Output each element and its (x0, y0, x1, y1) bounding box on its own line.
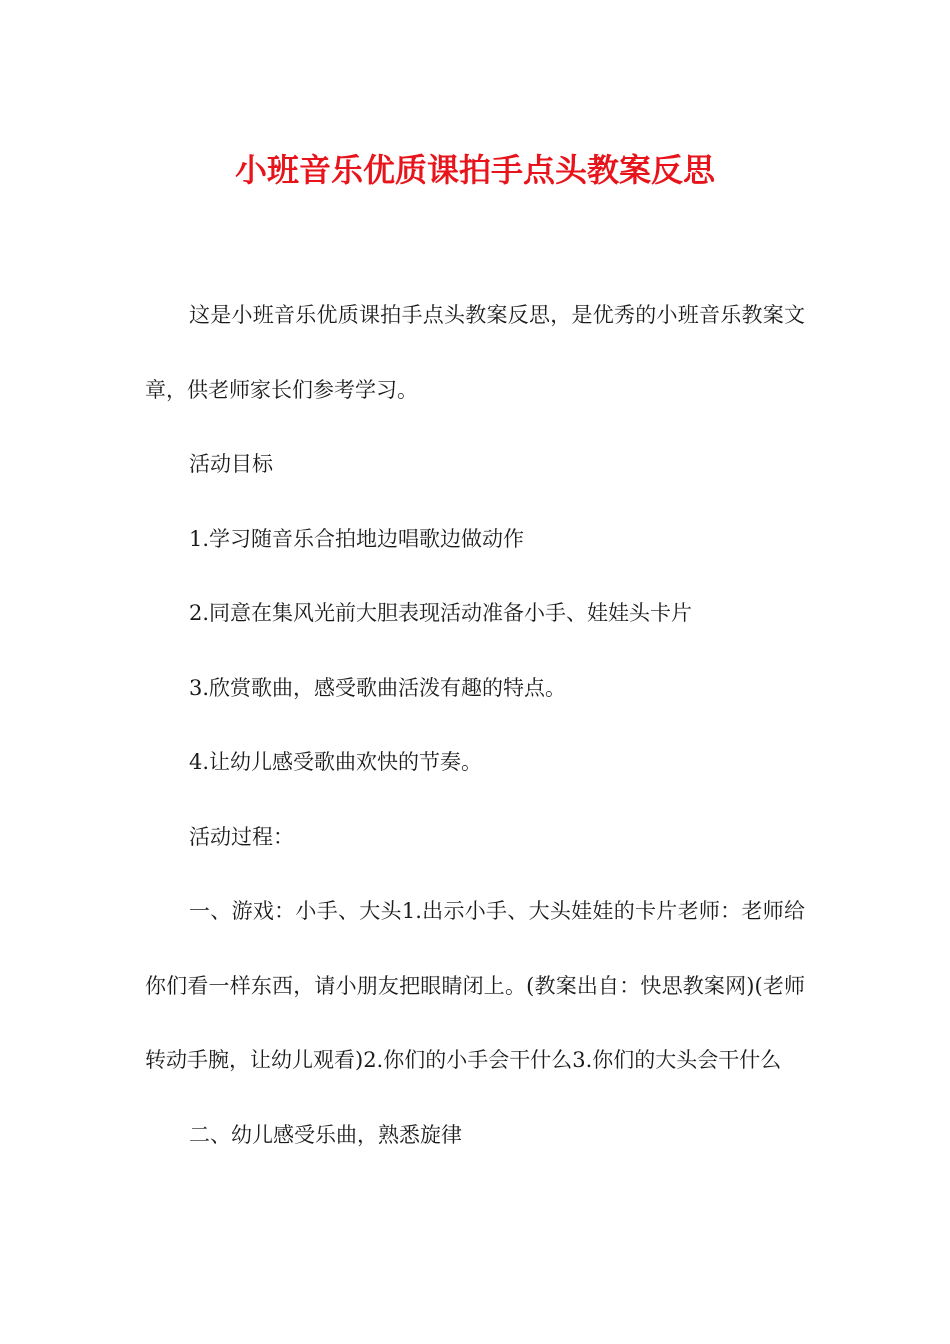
document-title: 小班音乐优质课拍手点头教案反思 (234, 151, 715, 189)
goal-item-4: 4.让幼儿感受歌曲欢快的节奏。 (189, 750, 483, 774)
document-body (145, 278, 805, 1172)
goal-item-1: 1.学习随音乐合拍地边唱歌边做动作 (189, 526, 525, 551)
section-heading-goals: 活动目标 (189, 452, 273, 476)
process-step-2: 二、幼儿感受乐曲，熟悉旋律 (189, 1122, 462, 1147)
goal-item-3: 3.欣赏歌曲，感受歌曲活泼有趣的特点。 (189, 675, 567, 700)
intro-paragraph: 这是小班音乐优质课拍手点头教案反思，是优秀的小班音乐教案文章，供老师家长们参考学习。 (145, 303, 805, 402)
goal-item-2: 2.同意在集风光前大胆表现活动准备小手、娃娃头卡片 (189, 601, 693, 625)
process-step-1: 一、游戏：小手、大头1.出示小手、大头娃娃的卡片老师：老师给你们看一样东西，请小朋友把眼睛闭上。(教案出自：快思教案网)(老师转动手腕，让幼儿观看)2.你们的小手会干什么3.你们的大头会干什么 (145, 899, 805, 1072)
section-heading-process: 活动过程： (189, 824, 294, 849)
